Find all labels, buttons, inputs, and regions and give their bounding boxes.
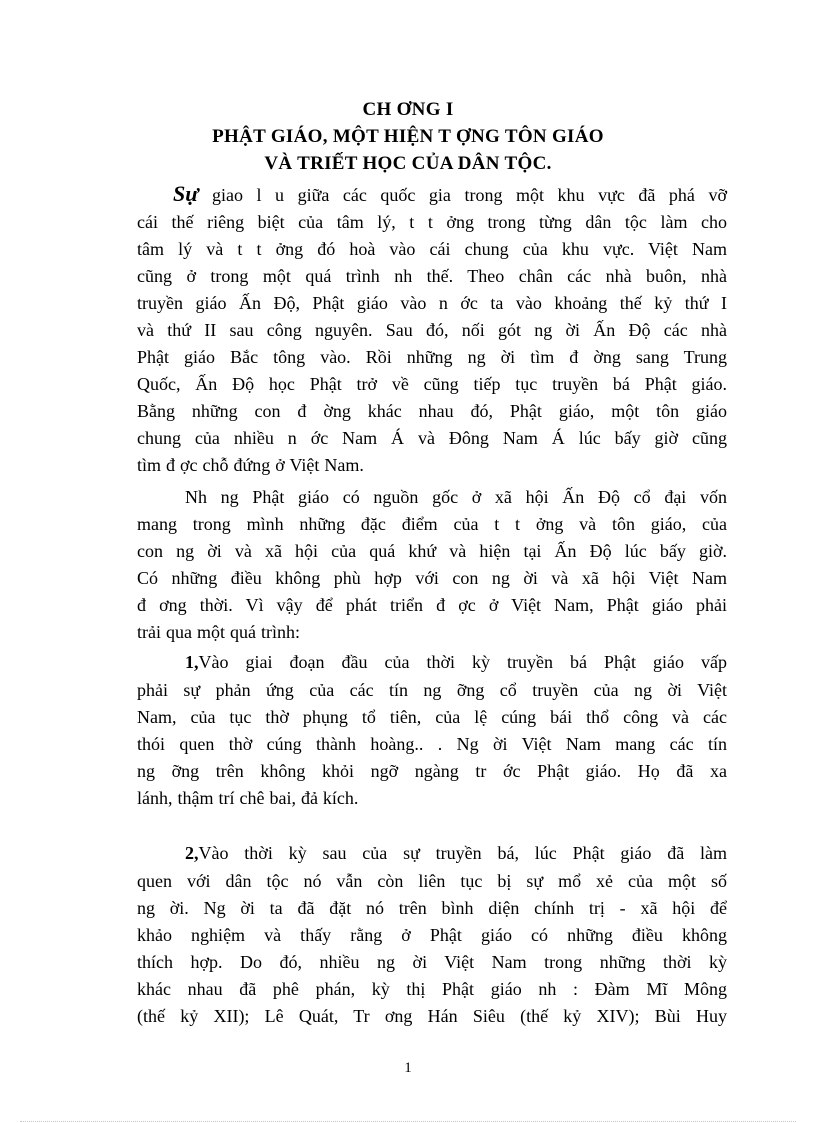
paragraph-1-line: cũng ở trong một quá trình nh thế. Theo chân các nhà buôn, nhà [137,266,727,286]
chapter-subtitle-line-2: VÀ TRIẾT HỌC CỦA DÂN TỘC. [264,153,552,174]
paragraph-2-line: đ ơng thời. Vì vậy để phát triển đ ợc ở Việt Nam, Phật giáo phải [137,595,727,615]
paragraph-2-line: mang trong mình những đặc điểm của t t ởng và tôn giáo, của [137,514,727,534]
drop-cap: Sự [173,181,199,206]
paragraph-1-line: truyền giáo Ấn Độ, Phật giáo vào n ớc ta vào khoảng thế kỷ thứ I [137,293,727,313]
item-number: 2, [185,843,199,863]
chapter-subtitle-line-1: PHẬT GIÁO, MỘT HIỆN T ỢNG TÔN GIÁO [212,126,604,147]
paragraph-3-line: phải sự phản ứng của các tín ng ỡng cổ truyền của ng ời Việt [137,680,727,700]
paragraph-2-line: trải qua một quá trình: [137,622,300,642]
paragraph-3-line: 1,Vào giai đoạn đầu của thời kỳ truyền bá Phật giáo vấp [185,652,727,672]
paragraph-4-line: thích hợp. Do đó, nhiều ng ời Việt Nam trong những thời kỳ [137,952,727,972]
paragraph-4-line: quen với dân tộc nó vẫn còn liên tục bị sự mổ xẻ của một số [137,871,727,891]
paragraph-1-line: tìm đ ợc chỗ đứng ở Việt Nam. [137,455,364,475]
paragraph-4-line: ng ời. Ng ời ta đã đặt nó trên bình diện chính trị - xã hội để [137,898,727,918]
paragraph-1-line: cái thế riêng biệt của tâm lý, t t ởng trong từng dân tộc làm cho [137,212,727,232]
paragraph-1-line: và thứ II sau công nguyên. Sau đó, nối gót ng ời Ấn Độ các nhà [137,320,727,340]
chapter-title: CH ƠNG I [362,99,454,120]
item-number: 1, [185,652,199,672]
paragraph-3-line: Nam, của tục thờ phụng tổ tiên, của lệ cúng bái thổ công và các [137,707,727,727]
page-number: 1 [404,1060,412,1076]
paragraph-1-line: Phật giáo Bắc tông vào. Rồi những ng ời tìm đ ờng sang Trung [137,347,727,367]
paragraph-1-line: Bằng những con đ ờng khác nhau đó, Phật giáo, một tôn giáo [137,401,727,421]
paragraph-3-line: lánh, thậm trí chê bai, đả kích. [137,788,359,808]
paragraph-2-line: con ng ời và xã hội của quá khứ và hiện tại Ấn Độ lúc bấy giờ. [137,541,727,561]
paragraph-1-line: Quốc, Ấn Độ học Phật trở về cũng tiếp tục truyền bá Phật giáo. [137,374,727,394]
paragraph-1-line: chung của nhiều n ớc Nam Á và Đông Nam Á lúc bấy giờ cũng [137,428,727,448]
paragraph-2-line: Có những điều không phù hợp với con ng ời và xã hội Việt Nam [137,568,727,588]
paragraph-1-line: Sự giao l u giữa các quốc gia trong một khu vực đã phá vỡ [173,181,727,206]
paragraph-4-line: (thế kỷ XII); Lê Quát, Tr ơng Hán Siêu (thế kỷ XIV); Bùi Huy [137,1006,727,1026]
paragraph-4-line: khác nhau đã phê phán, kỳ thị Phật giáo nh : Đàm Mĩ Mông [137,979,727,999]
paragraph-2-line: Nh ng Phật giáo có nguồn gốc ở xã hội Ấn Độ cổ đại vốn [185,487,727,507]
paragraph-3-line: ng ỡng trên không khỏi ngỡ ngàng tr ớc Phật giáo. Họ đã xa [137,761,727,781]
paragraph-4-line: 2,Vào thời kỳ sau của sự truyền bá, lúc Phật giáo đã làm [185,843,727,863]
paragraph-1-line: tâm lý và t t ởng đó hoà vào cái chung của khu vực. Việt Nam [137,239,727,259]
paragraph-3-line: thói quen thờ cúng thành hoàng.. . Ng ời Việt Nam mang các tín [137,734,727,754]
page-bottom-divider [20,1121,796,1122]
paragraph-4-line: khảo nghiệm và thấy rằng ở Phật giáo có những điều không [137,925,727,945]
